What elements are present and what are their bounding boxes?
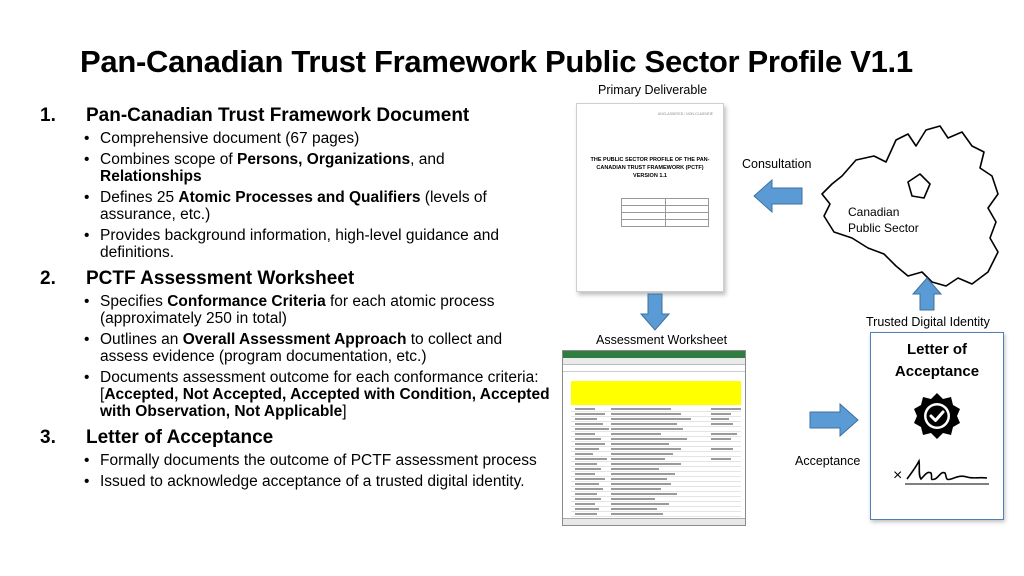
letter-of-acceptance-title: Letter of Acceptance xyxy=(894,341,980,380)
slide-title: Pan-Canadian Trust Framework Public Sector Profile V1.1 xyxy=(80,44,913,79)
sheet-tabs xyxy=(563,518,745,525)
primary-deliverable-label: Primary Deliverable xyxy=(598,83,708,97)
section-heading xyxy=(40,104,550,128)
bullet-text: (levels of assurance, etc.) xyxy=(100,189,487,223)
bullet-item xyxy=(84,369,550,420)
section-heading xyxy=(40,267,550,291)
signature-x-mark: × xyxy=(893,467,903,484)
bullet-emphasis: Atomic Processes and Qualifiers xyxy=(178,189,421,206)
pctf-document-thumbnail xyxy=(576,103,724,292)
doc-title: THE PUBLIC SECTOR PROFILE OF THE PAN-CANADIAN TRUST FRAMEWORK (PCTF) VERSION 1.1 xyxy=(590,157,710,179)
consultation-arrow xyxy=(752,178,804,214)
doc-info-table xyxy=(621,198,709,227)
worksheet-warning-banner xyxy=(571,381,741,405)
bullet-text: Specifies xyxy=(100,293,168,310)
acceptance-label: Acceptance xyxy=(795,454,861,468)
section-heading xyxy=(40,426,550,450)
canada-map-icon xyxy=(812,112,1002,294)
section-number: 3. xyxy=(40,427,56,448)
section-heading-text: Letter of Acceptance xyxy=(86,427,274,448)
up-arrow xyxy=(911,276,943,312)
bullet-emphasis: Conformance Criteria xyxy=(167,293,326,310)
section-3 xyxy=(40,426,550,490)
bullet-item xyxy=(84,130,550,147)
bullet-item xyxy=(84,189,550,223)
bullet-emphasis: Persons, Organizations xyxy=(237,151,411,168)
bullet-text: Outlines an xyxy=(100,331,183,348)
doc-header: UNCLASSIFIED / NON-CLASSIFIÉ xyxy=(657,112,713,116)
bullet-emphasis: Relationships xyxy=(100,168,202,185)
bullet-text: , and xyxy=(410,151,445,168)
section-2 xyxy=(40,267,550,420)
bullet-text: Combines scope of xyxy=(100,151,237,168)
down-arrow xyxy=(640,292,670,332)
bullet-list xyxy=(40,130,550,261)
assessment-worksheet-label: Assessment Worksheet xyxy=(596,333,728,347)
bullet-text: Comprehensive document (67 pages) xyxy=(100,130,360,147)
consultation-label: Consultation xyxy=(742,157,812,171)
bullet-text: for each atomic process (approximately 250 in total) xyxy=(100,293,495,327)
bullet-text: to collect and assess evidence (program documentation, etc.) xyxy=(100,331,503,365)
signature-icon xyxy=(905,457,989,487)
section-1 xyxy=(40,104,550,261)
acceptance-arrow xyxy=(808,402,860,438)
assessment-worksheet-thumbnail xyxy=(562,350,746,526)
check-badge-icon xyxy=(912,391,962,441)
trusted-digital-identity-label: Trusted Digital Identity xyxy=(866,315,990,329)
section-heading-text: PCTF Assessment Worksheet xyxy=(86,268,355,289)
content-list xyxy=(40,104,550,496)
excel-formula-bar xyxy=(563,365,745,372)
bullet-list xyxy=(40,452,550,490)
bullet-text: Documents assessment outcome for each conformance criteria: [ xyxy=(100,369,539,403)
bullet-item xyxy=(84,227,550,261)
bullet-item xyxy=(84,473,550,490)
bullet-text: Formally documents the outcome of PCTF assessment process xyxy=(100,452,537,469)
section-heading-text: Pan-Canadian Trust Framework Document xyxy=(86,105,470,126)
bullet-item xyxy=(84,452,550,469)
excel-title-bar xyxy=(563,351,745,358)
bullet-item xyxy=(84,151,550,185)
section-number: 2. xyxy=(40,268,56,289)
excel-ribbon xyxy=(563,358,745,365)
canadian-public-sector-label: Canadian Public Sector xyxy=(848,205,919,235)
bullet-list xyxy=(40,293,550,420)
bullet-text: Issued to acknowledge acceptance of a trusted digital identity. xyxy=(100,473,525,490)
bullet-item xyxy=(84,331,550,365)
letter-of-acceptance-card xyxy=(870,332,1004,520)
bullet-text: Provides background information, high-level guidance and definitions. xyxy=(100,227,499,261)
bullet-emphasis: Overall Assessment Approach xyxy=(182,331,407,348)
section-number: 1. xyxy=(40,105,56,126)
bullet-text: Defines 25 xyxy=(100,189,179,206)
bullet-emphasis: Accepted, Not Accepted, Accepted with Condition, Accepted with Observation, Not Applicable xyxy=(100,386,550,420)
worksheet-rows xyxy=(571,407,741,526)
bullet-text: ] xyxy=(342,403,347,420)
bullet-item xyxy=(84,293,550,327)
